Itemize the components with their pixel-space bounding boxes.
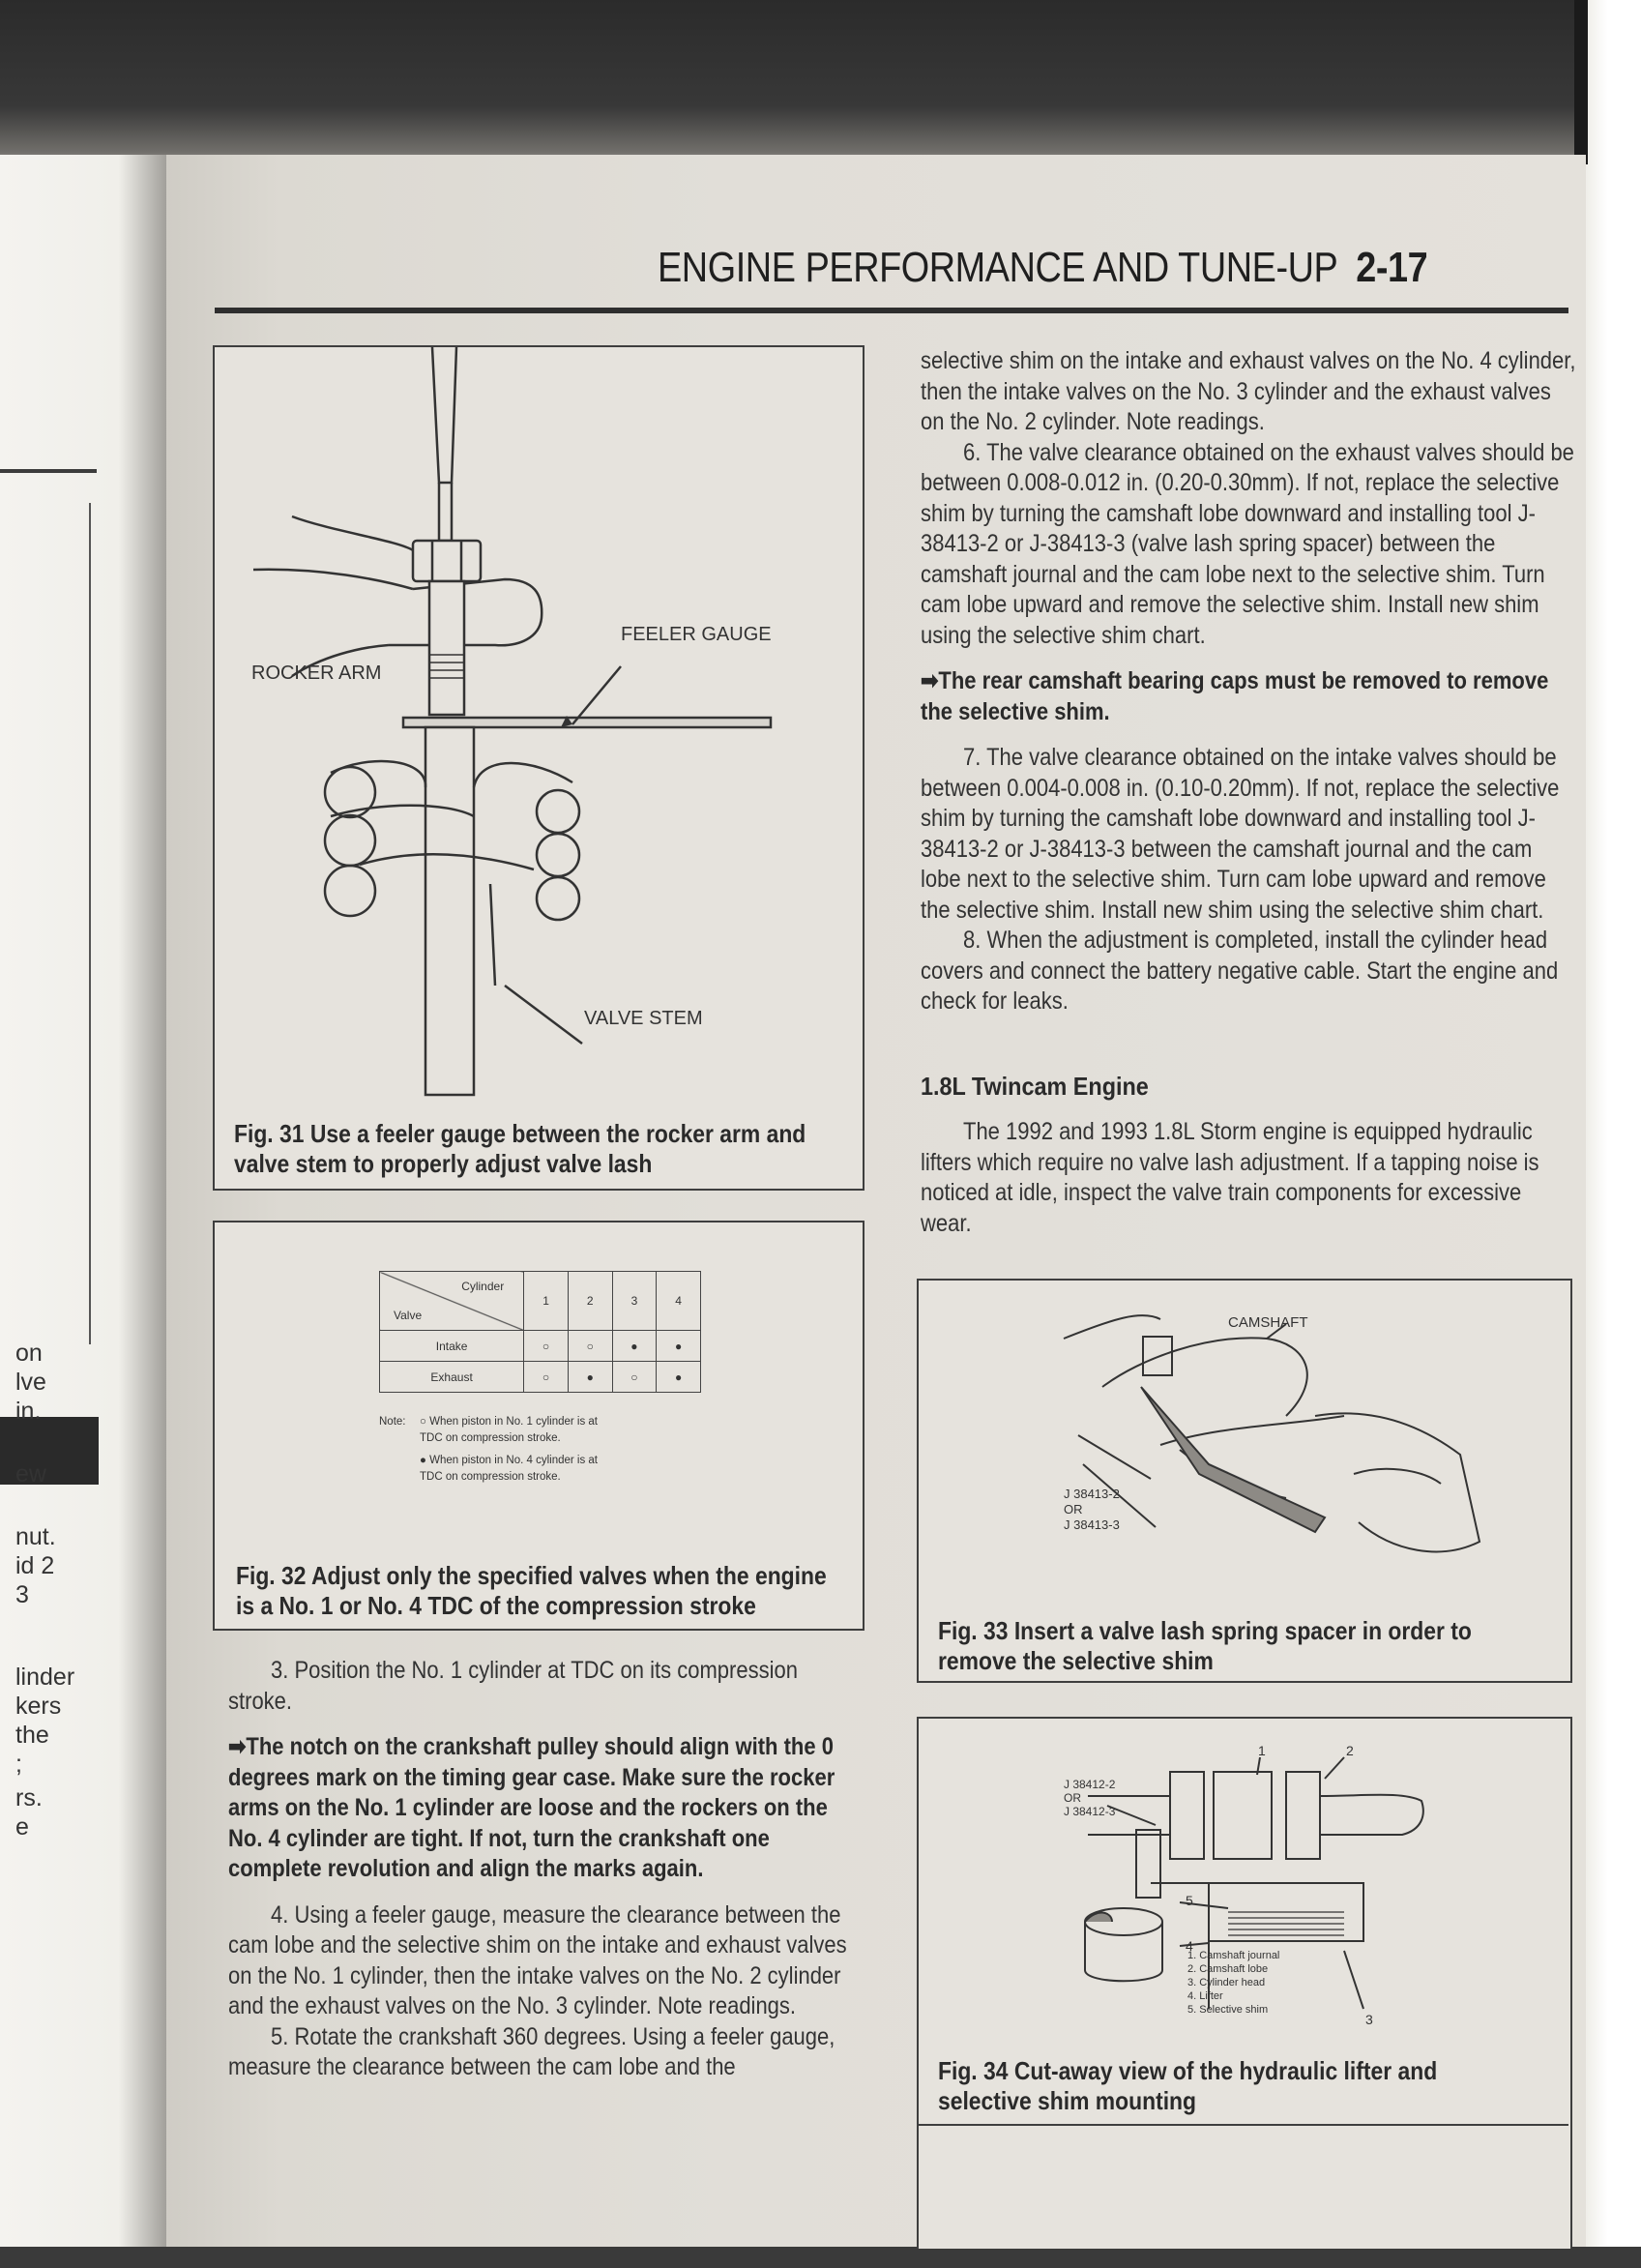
twincam-text: The 1992 and 1993 1.8L Storm engine is equipped hydraulic lifters which require no valve lash adjustment. If a tapping noise is noticed at idle, inspect the valve train components for excessive wear. xyxy=(921,1118,1539,1237)
facing-page-edge xyxy=(0,155,169,2268)
table-corner-cell xyxy=(380,1272,524,1331)
tool-label-2: J 38412-3 xyxy=(1064,1805,1116,1818)
facing-page-fragment: ; xyxy=(15,1751,22,1778)
callout-3: 3 xyxy=(1365,2012,1373,2027)
table-cell: ● xyxy=(657,1362,701,1393)
facing-page-fragment: kers xyxy=(15,1693,62,1720)
step-5: 5. Rotate the crankshaft 360 degrees. Using a feeler gauge, measure the clearance between the cam lobe and the xyxy=(228,2022,835,2080)
spacer-insertion-illustration xyxy=(919,1281,1570,1571)
corner-top-label: Cylinder xyxy=(461,1280,505,1293)
legend-item: 5. Selective shim xyxy=(1187,2004,1269,2016)
step-5-continued: selective shim on the intake and exhaust valves on the No. 4 cylinder, then the intake valves on the No. 3 cylinder and the exhaust valves on the No. 2 cylinder. Note readings. xyxy=(921,347,1576,435)
callout-5: 5 xyxy=(1186,1893,1193,1908)
column-header: 1 xyxy=(524,1272,569,1331)
table-note: ● When piston in No. 4 cylinder is at TDC on compression stroke. xyxy=(420,1455,598,1483)
page-header xyxy=(658,244,1427,292)
legend-item: 4. Lifter xyxy=(1187,1990,1223,2002)
valve-stem-label: VALVE STEM xyxy=(584,1008,703,1029)
tool-label-2: J 38413-3 xyxy=(1064,1517,1120,1532)
legend-item: 1. Camshaft journal xyxy=(1187,1950,1280,1961)
tool-or-label: OR xyxy=(1064,1791,1081,1805)
callout-4: 4 xyxy=(1186,1938,1193,1954)
valve-lash-illustration xyxy=(215,347,863,1189)
tool-label-1: J 38413-2 xyxy=(1064,1487,1120,1501)
facing-page-rule xyxy=(0,469,97,473)
fig32-caption: Fig. 32 Adjust only the specified valves when the engine is a No. 1 or No. 4 TDC of the compression stroke xyxy=(236,1561,827,1620)
bottom-scan-shadow xyxy=(0,2247,1641,2268)
step-7: 7. The valve clearance obtained on the intake valves should be between 0.004-0.008 in. (0.10-0.20mm). If not, replace the selective shim by turning the camshaft lobe downward and installing tool J-38413-2 or J-38413-3 between the camshaft journal and the cam lobe next to the selective shim. Turn cam lobe upward and remove the selective shim. Install new shim using the selective shim chart. xyxy=(921,744,1560,924)
step-4: 4. Using a feeler gauge, measure the clearance between the cam lobe and the selective shim on the intake and exhaust valves on the No. 1 cylinder, then the intake valves on the No. 2 cylinder and the exhaust valves on the No. 3 cylinder. Note readings. xyxy=(228,1900,847,2019)
note-prefix: Note: xyxy=(379,1416,406,1428)
step-6: 6. The valve clearance obtained on the exhaust valves should be between 0.008-0.012 in. (0.20-0.30mm). If not, replace the selective shim by turning the camshaft lobe downward and installing tool J-38413-2 or J-38413-3 (valve lash spring spacer) between the camshaft journal and the cam lobe next to the selective shim. Turn cam lobe upward and remove the selective shim. Install new shim using the selective shim chart. xyxy=(921,438,1574,649)
page-number: 2-17 xyxy=(1356,244,1428,291)
page-title: ENGINE PERFORMANCE AND TUNE-UP xyxy=(658,244,1338,291)
fig34-legend xyxy=(1187,1949,1279,2017)
note-bearing-caps: ➡The rear camshaft bearing caps must be removed to remove the selective shim. xyxy=(921,667,1549,725)
table-cell: ○ xyxy=(568,1331,612,1362)
callout-1: 1 xyxy=(1258,1743,1266,1758)
corner-bottom-label: Valve xyxy=(394,1309,423,1322)
facing-page-fragment: in. xyxy=(15,1398,42,1425)
table-note: ○ When piston in No. 1 cylinder is at TDC on compression stroke. xyxy=(420,1416,598,1444)
fig33-caption: Fig. 33 Insert a valve lash spring spacer in order to remove the selective shim xyxy=(938,1616,1472,1675)
table-row xyxy=(380,1362,701,1393)
facing-page-fragment: lve xyxy=(15,1369,46,1396)
rocker-arm-label: ROCKER ARM xyxy=(251,663,382,684)
section-heading: 1.8L Twincam Engine xyxy=(921,1072,1149,1101)
right-column-text xyxy=(921,346,1576,1017)
facing-page-frame-line xyxy=(89,503,91,1344)
facing-page-fragment: ew xyxy=(15,1460,46,1487)
tool-label-1: J 38412-2 xyxy=(1064,1778,1116,1791)
legend-item: 3. Cylinder head xyxy=(1187,1977,1266,1988)
table-cell: ○ xyxy=(612,1362,657,1393)
facing-page-fragment: rs. xyxy=(15,1784,43,1811)
header-rule xyxy=(215,308,1568,313)
tool-or-label: OR xyxy=(1064,1502,1083,1517)
facing-page-fragment: nut. xyxy=(15,1523,56,1550)
table-cell: ○ xyxy=(524,1362,569,1393)
table-cell: ● xyxy=(612,1331,657,1362)
figure-34 xyxy=(917,1717,1572,2249)
facing-page-fragment: 3 xyxy=(15,1581,29,1608)
scan-corner-shadow xyxy=(1574,0,1588,164)
facing-page-fragment: the xyxy=(15,1722,49,1749)
twincam-paragraph xyxy=(921,1117,1576,1239)
fig34-caption: Fig. 34 Cut-away view of the hydraulic lifter and selective shim mounting xyxy=(938,2056,1438,2115)
facing-page-fragment: on xyxy=(15,1340,43,1367)
column-header: 2 xyxy=(568,1272,612,1331)
facing-page-fragment: linder xyxy=(15,1664,75,1691)
fig34-bottom-border xyxy=(917,2124,1568,2126)
left-column-text xyxy=(228,1656,854,2083)
valve-adjust-table xyxy=(379,1271,701,1393)
facing-page-fragment: e xyxy=(15,1813,29,1841)
callout-2: 2 xyxy=(1346,1743,1354,1758)
step-3: 3. Position the No. 1 cylinder at TDC on its compression stroke. xyxy=(228,1657,798,1715)
column-header: 3 xyxy=(612,1272,657,1331)
row-label: Intake xyxy=(380,1331,524,1362)
camshaft-label: CAMSHAFT xyxy=(1228,1314,1308,1331)
page-right-margin xyxy=(1586,0,1641,2268)
step-8: 8. When the adjustment is completed, install the cylinder head covers and connect the battery negative cable. Start the engine and check for leaks. xyxy=(921,927,1559,1015)
figure-31 xyxy=(213,345,864,1191)
table-cell: ● xyxy=(657,1331,701,1362)
table-cell: ● xyxy=(568,1362,612,1393)
feeler-gauge-label: FEELER GAUGE xyxy=(621,624,772,645)
note-crankshaft: ➡The notch on the crankshaft pulley should align with the 0 degrees mark on the timing gear case. Make sure the rocker arms on the No. 1 cylinder are loose and the rockers on the No. 4 cylinder are tight. If not, turn the crankshaft one complete revolution and align the marks again. xyxy=(228,1733,835,1882)
table-cell: ○ xyxy=(524,1331,569,1362)
table-row xyxy=(380,1331,701,1362)
fig31-caption: Fig. 31 Use a feeler gauge between the rocker arm and valve stem to properly adjust valve lash xyxy=(234,1119,806,1178)
row-label: Exhaust xyxy=(380,1362,524,1393)
facing-page-fragment: id 2 xyxy=(15,1552,55,1579)
column-header: 4 xyxy=(657,1272,701,1331)
legend-item: 2. Camshaft lobe xyxy=(1187,1963,1269,1975)
